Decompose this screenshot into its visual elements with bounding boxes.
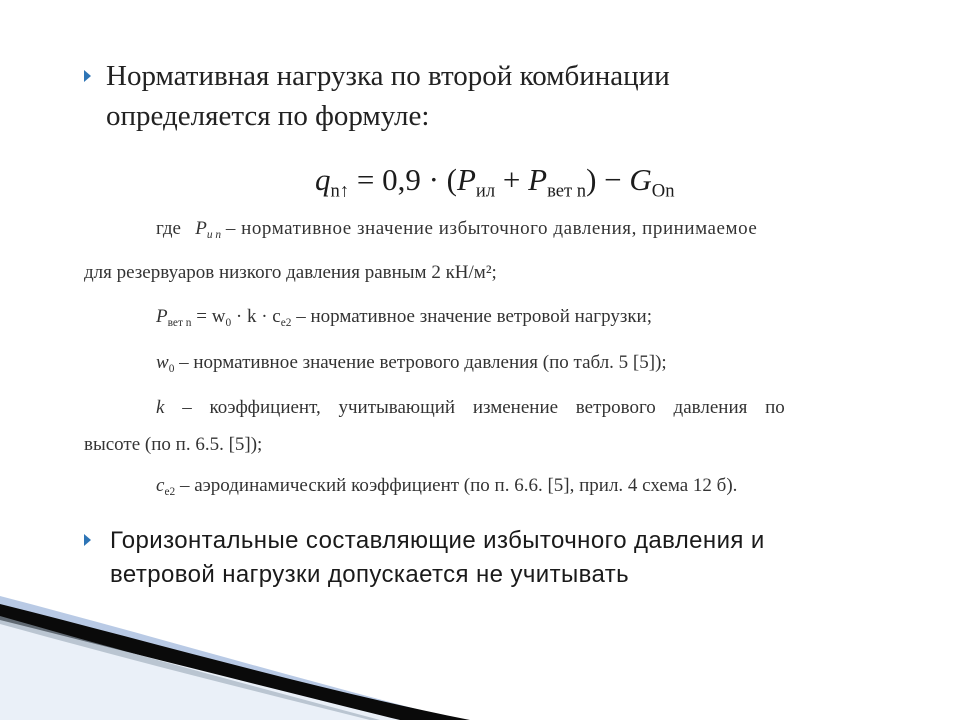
def-pvet-formula: = w (191, 306, 226, 327)
def-ce2-sub: e2 (164, 485, 176, 498)
def-ce2-desc: – аэродинамический коэффициент (по п. 6.6. [5], прил. 4 схема 12 б). (175, 475, 738, 496)
decorative-swoosh (0, 560, 960, 720)
formula-p1: P (456, 162, 476, 197)
def-w0-symbol: w (156, 352, 169, 373)
formula-close: ) − (586, 162, 630, 197)
def-p-desc-1: – нормативное значение избыточного давления, принимаемое (225, 218, 758, 239)
def-pvet-line (156, 306, 652, 329)
def-w0-desc: – нормативное значение ветрового давления (по табл. 5 [5]); (174, 352, 667, 373)
def-pvet-sub: вет n (167, 316, 192, 329)
def-pvet-formula-sub: 0 (225, 316, 232, 329)
def-pvet-symbol: P (156, 306, 168, 327)
main-formula (315, 162, 675, 203)
def-where: где (156, 218, 181, 239)
formula-g-sub: On (651, 180, 675, 202)
def-w0-sub: 0 (168, 362, 175, 375)
formula-p2: P (528, 162, 548, 197)
formula-image (82, 150, 882, 505)
def-k-desc-1: – коэффициент, учитывающий изменение ветрового давления по (164, 397, 785, 418)
def-p-symbol: P (195, 218, 207, 239)
formula-plus: + (495, 162, 529, 197)
def-w0-line (156, 352, 667, 375)
def-p-line-2 (84, 262, 497, 284)
bullet-2-line-2: ветровой нагрузки допускается не учитывать (110, 561, 630, 588)
formula-q: q (315, 162, 331, 197)
bullet-1-line-1: Нормативная нагрузка по второй комбинации (106, 60, 670, 92)
def-pvet-formula-rest: · k · c (231, 306, 281, 327)
formula-q-sub: n↑ (330, 180, 350, 202)
def-k-line-2 (84, 434, 262, 456)
bullet-1-line-2: определяется по формуле: (106, 100, 430, 132)
bullet-marker-icon (84, 70, 91, 82)
formula-g: G (629, 162, 652, 197)
def-p-line-1 (156, 218, 757, 241)
def-pvet-formula-sub2: e2 (280, 316, 292, 329)
bullet-2-line-1: Горизонтальные составляющие избыточного давления и (110, 527, 765, 554)
def-k-desc-2: высоте (по п. 6.5. [5]); (84, 434, 263, 455)
formula-p1-sub: ил (475, 180, 496, 202)
def-p-desc-2: для резервуаров низкого давления равным 2 кН/м²; (84, 262, 497, 283)
formula-p2-sub: вет n (547, 180, 587, 202)
formula-eq: = 0,9 · ( (349, 162, 457, 197)
def-ce2-symbol: c (156, 475, 165, 496)
def-k-line-1 (156, 397, 785, 419)
bullet-marker-icon (84, 534, 91, 546)
def-k-symbol: k (156, 397, 165, 418)
def-pvet-desc: – нормативное значение ветровой нагрузки; (291, 306, 653, 327)
def-ce2-line (156, 475, 737, 498)
def-p-sub: и n (206, 228, 222, 241)
bullet-1-text (106, 56, 670, 136)
